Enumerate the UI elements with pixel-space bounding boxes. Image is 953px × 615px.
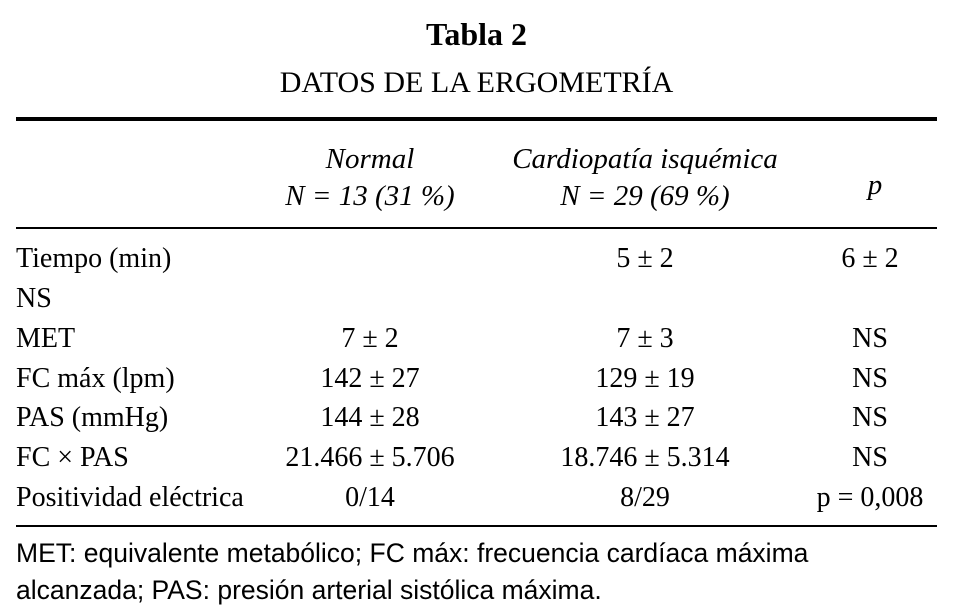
row-label: NS [16, 283, 52, 314]
row-normal-value: 21.466 ± 5.706 [285, 442, 455, 473]
row-label: FC máx (lpm) [16, 363, 175, 394]
table-subtitle: DATOS DE LA ERGOMETRÍA [279, 66, 674, 99]
row-p-value: p = 0,008 [816, 482, 924, 513]
row-cardiopatia-value: 8/29 [620, 482, 670, 513]
row-cardiopatia-value: 18.746 ± 5.314 [560, 442, 730, 473]
row-cardiopatia-value: 7 ± 3 [616, 323, 674, 354]
footnote-line: MET: equivalente metabólico; FC máx: frecuencia cardíaca máxima [16, 538, 809, 568]
column-name-cardiopatia: Cardiopatía isquémica [512, 143, 778, 175]
row-label: PAS (mmHg) [16, 402, 169, 433]
row-p-value: NS [852, 442, 888, 473]
row-label: FC × PAS [16, 442, 129, 473]
row-p-value: NS [852, 363, 888, 394]
top-rule [16, 117, 937, 121]
row-label: Tiempo (min) [16, 243, 172, 274]
header-rule [16, 227, 937, 229]
row-normal-value: 7 ± 2 [341, 323, 399, 354]
column-n-normal: N = 13 (31 %) [285, 180, 455, 212]
row-label: Positividad eléctrica [16, 482, 244, 513]
row-normal-value: 144 ± 28 [320, 402, 420, 433]
row-p-value: 6 ± 2 [841, 243, 899, 274]
row-p-value: NS [852, 402, 888, 433]
column-name-normal: Normal [325, 143, 415, 175]
column-header-cardiopatia [480, 141, 810, 215]
row-p-value: NS [852, 323, 888, 354]
column-header-p: p [867, 169, 883, 201]
row-normal-value: 142 ± 27 [320, 363, 420, 394]
column-n-cardiopatia: N = 29 (69 %) [560, 180, 730, 212]
row-normal-value: 0/14 [345, 482, 395, 513]
bottom-rule [16, 525, 937, 527]
row-label: MET [16, 323, 76, 354]
row-cardiopatia-value: 5 ± 2 [616, 243, 674, 274]
table-footnote [16, 535, 941, 609]
table-title: Tabla 2 [425, 16, 528, 52]
row-cardiopatia-value: 129 ± 19 [595, 363, 695, 394]
footnote-line: alcanzada; PAS: presión arterial sistólica máxima. [16, 575, 602, 605]
row-cardiopatia-value: 143 ± 27 [595, 402, 695, 433]
column-header-normal [255, 141, 485, 215]
